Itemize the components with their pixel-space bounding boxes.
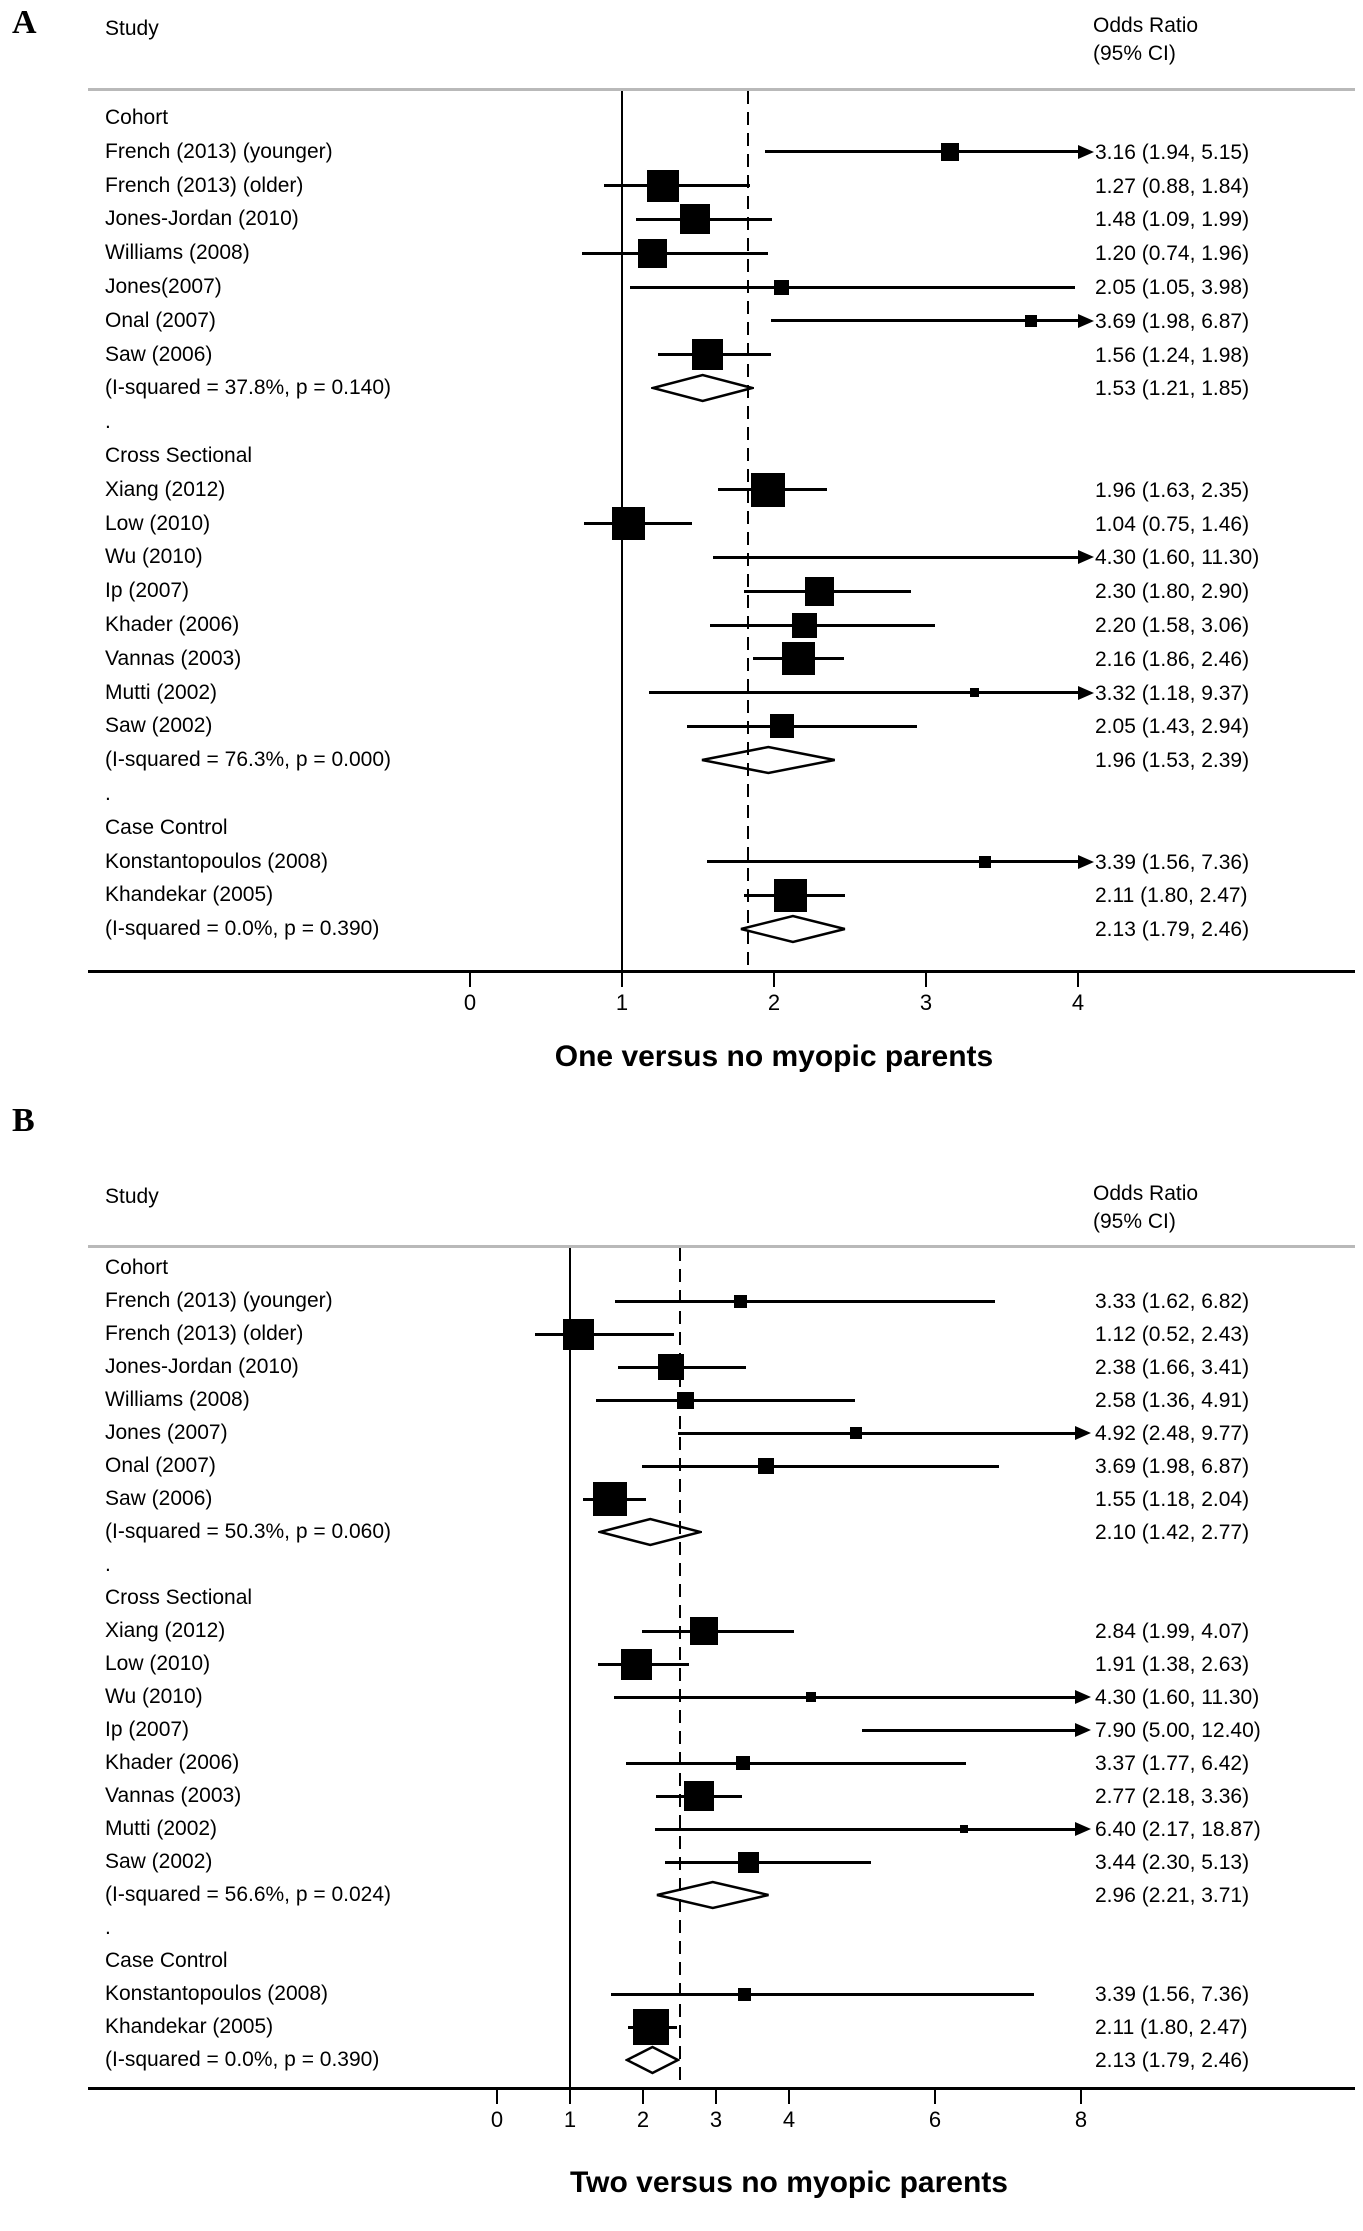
axis-tick-label: 6: [928, 2107, 942, 2132]
or-ci-text: 4.30 (1.60, 11.30): [1095, 546, 1260, 570]
study-label: Khandekar (2005): [105, 2015, 274, 2038]
study-label: Ip (2007): [105, 579, 190, 603]
or-ci-text: 1.20 (0.74, 1.96): [1095, 242, 1250, 266]
study-label: Ip (2007): [105, 1718, 190, 1741]
pooled-line: [747, 91, 749, 970]
ci-line: [615, 1300, 995, 1303]
point-estimate-box: [736, 1756, 750, 1770]
summary-diamond: [700, 745, 837, 775]
study-label: Saw (2002): [105, 714, 213, 738]
point-estimate-box: [805, 577, 834, 606]
study-label: Mutti (2002): [105, 680, 218, 704]
summary-diamond: [651, 373, 754, 403]
panel-letter: B: [12, 1102, 35, 1139]
summary-diamond: [739, 914, 847, 944]
summary-label: (I-squared = 37.8%, p = 0.140): [105, 376, 392, 400]
summary-label: (I-squared = 0.0%, p = 0.390): [105, 917, 380, 941]
spacer-dot: .: [105, 1553, 111, 1576]
or-ci-text: 3.39 (1.56, 7.36): [1095, 850, 1250, 874]
axis-tick: [621, 973, 623, 987]
or-ci-text: 2.13 (1.79, 2.46): [1095, 2049, 1250, 2072]
ci-line: [765, 150, 1078, 153]
or-ci-text: 3.37 (1.77, 6.42): [1095, 1752, 1250, 1775]
study-label: Saw (2006): [105, 342, 213, 366]
study-label: Khader (2006): [105, 613, 240, 636]
or-column-header: [1093, 12, 1198, 69]
or-ci-text: 1.27 (0.88, 1.84): [1095, 174, 1250, 198]
study-label: Vannas (2003): [105, 646, 242, 670]
point-estimate-box: [658, 1354, 684, 1380]
or-ci-text: 2.30 (1.80, 2.90): [1095, 580, 1250, 604]
or-ci-text: 6.40 (2.17, 18.87): [1095, 1818, 1261, 1841]
ci-line: [596, 1399, 855, 1402]
point-estimate-box: [850, 1427, 862, 1439]
point-estimate-box: [612, 507, 645, 540]
point-estimate-box: [563, 1319, 594, 1350]
study-label: Saw (2006): [105, 1487, 213, 1510]
summary-label: (I-squared = 56.6%, p = 0.024): [105, 1883, 392, 1906]
or-ci-text: 3.16 (1.94, 5.15): [1095, 140, 1250, 164]
ci-line: [655, 1828, 1075, 1831]
axis-tick-label: 4: [1071, 990, 1085, 1015]
point-estimate-box: [633, 2009, 669, 2045]
spacer-dot: .: [105, 410, 111, 434]
point-estimate-box: [751, 473, 785, 507]
or-header-line1: Odds Ratio: [1093, 14, 1199, 37]
or-ci-text: 2.11 (1.80, 2.47): [1095, 884, 1248, 908]
summary-label: (I-squared = 50.3%, p = 0.060): [105, 1520, 392, 1543]
study-label: Williams (2008): [105, 1388, 250, 1411]
study-label: Konstantopoulos (2008): [105, 849, 328, 873]
forest-panel-a: [0, 0, 1363, 1090]
or-ci-text: 7.90 (5.00, 12.40): [1095, 1719, 1261, 1742]
point-estimate-box: [1025, 315, 1037, 327]
group-label: Cohort: [105, 106, 169, 129]
axis-tick-label: 3: [919, 990, 933, 1015]
ci-clip-arrow: [1075, 1426, 1091, 1440]
axis-tick-label: 3: [709, 2107, 723, 2132]
top-rule: [88, 1245, 1355, 1248]
group-label: Cross Sectional: [105, 1586, 253, 1609]
or-ci-text: 1.91 (1.38, 2.63): [1095, 1653, 1250, 1676]
or-ci-text: 2.38 (1.66, 3.41): [1095, 1356, 1250, 1379]
ci-clip-arrow: [1078, 550, 1094, 564]
ci-line: [687, 725, 917, 728]
axis-tick: [1080, 2090, 1082, 2104]
or-ci-text: 1.55 (1.18, 2.04): [1095, 1488, 1250, 1511]
or-ci-text: 2.58 (1.36, 4.91): [1095, 1389, 1250, 1412]
summary-label: (I-squared = 76.3%, p = 0.000): [105, 748, 392, 772]
study-label: Saw (2002): [105, 1850, 213, 1873]
group-label: Case Control: [105, 815, 228, 839]
study-label: Low (2010): [105, 511, 211, 535]
point-estimate-box: [734, 1295, 747, 1308]
study-label: Khader (2006): [105, 1751, 240, 1774]
or-ci-text: 4.92 (2.48, 9.77): [1095, 1422, 1250, 1445]
or-ci-text: 1.56 (1.24, 1.98): [1095, 343, 1250, 367]
ci-line: [626, 1762, 965, 1765]
point-estimate-box: [758, 1458, 774, 1474]
study-label: Khandekar (2005): [105, 883, 274, 907]
or-ci-text: 3.32 (1.18, 9.37): [1095, 681, 1250, 705]
study-column-header: Study: [105, 17, 159, 40]
axis-tick-label: 0: [490, 2107, 504, 2132]
point-estimate-box: [738, 1852, 759, 1873]
ci-line: [665, 1861, 872, 1864]
ci-clip-arrow: [1078, 145, 1094, 159]
study-label: French (2013) (older): [105, 173, 304, 197]
or-ci-text: 1.53 (1.21, 1.85): [1095, 377, 1250, 401]
point-estimate-box: [621, 1649, 652, 1680]
ci-line: [707, 860, 1078, 863]
point-estimate-box: [690, 1617, 718, 1645]
or-ci-text: 3.33 (1.62, 6.82): [1095, 1290, 1250, 1313]
or-ci-text: 1.96 (1.63, 2.35): [1095, 478, 1250, 502]
or-ci-text: 2.11 (1.80, 2.47): [1095, 2016, 1248, 2039]
point-estimate-box: [770, 714, 794, 738]
axis-tick-label: 8: [1074, 2107, 1088, 2132]
x-axis: [88, 970, 1355, 973]
ci-line: [649, 691, 1078, 694]
or-ci-text: 3.39 (1.56, 7.36): [1095, 1983, 1250, 2006]
study-column-header: Study: [105, 1185, 159, 1208]
ci-clip-arrow: [1075, 1723, 1091, 1737]
or-header-line1: Odds Ratio: [1093, 1182, 1199, 1205]
ci-line: [630, 286, 1075, 289]
axis-tick: [925, 973, 927, 987]
point-estimate-box: [774, 879, 807, 912]
panel-letter: A: [12, 4, 37, 41]
ci-clip-arrow: [1078, 314, 1094, 328]
ci-clip-arrow: [1078, 855, 1094, 869]
study-label: Vannas (2003): [105, 1784, 242, 1807]
study-label: Mutti (2002): [105, 1817, 218, 1840]
axis-tick-label: 1: [615, 990, 629, 1015]
x-axis-title: Two versus no myopic parents: [570, 2166, 1008, 2199]
axis-tick: [773, 973, 775, 987]
group-label: Case Control: [105, 1949, 228, 1972]
axis-tick-label: 0: [463, 990, 477, 1015]
or-ci-text: 2.16 (1.86, 2.46): [1095, 647, 1250, 671]
axis-tick: [934, 2090, 936, 2104]
or-column-header: [1093, 1180, 1198, 1237]
ci-line: [642, 1465, 999, 1468]
axis-tick: [1077, 973, 1079, 987]
point-estimate-box: [792, 613, 817, 638]
point-estimate-box: [684, 1781, 714, 1811]
ci-line: [611, 1993, 1034, 1996]
top-rule: [88, 88, 1355, 91]
or-header-line2: (95% CI): [1093, 1210, 1176, 1234]
point-estimate-box: [774, 280, 789, 295]
point-estimate-box: [738, 1988, 751, 2001]
or-ci-text: 2.05 (1.43, 2.94): [1095, 715, 1250, 739]
point-estimate-box: [806, 1692, 816, 1702]
study-label: French (2013) (younger): [105, 139, 333, 163]
ci-line: [862, 1729, 1075, 1732]
point-estimate-box: [677, 1392, 694, 1409]
or-ci-text: 3.69 (1.98, 6.87): [1095, 309, 1250, 333]
study-label: Konstantopoulos (2008): [105, 1982, 328, 2005]
forest-panel-b: [0, 1090, 1363, 2231]
or-ci-text: 1.04 (0.75, 1.46): [1095, 512, 1250, 536]
ci-line: [535, 1333, 674, 1336]
ci-line: [713, 556, 1078, 559]
study-label: Jones(2007): [105, 275, 222, 298]
ci-line: [614, 1696, 1075, 1699]
point-estimate-box: [941, 143, 959, 161]
group-label: Cross Sectional: [105, 444, 253, 467]
study-label: Onal (2007): [105, 1454, 216, 1477]
point-estimate-box: [960, 1825, 968, 1833]
point-estimate-box: [638, 239, 667, 268]
or-header-line2: (95% CI): [1093, 42, 1176, 66]
axis-tick: [496, 2090, 498, 2104]
ci-line: [582, 252, 767, 255]
summary-diamond: [655, 1880, 771, 1910]
spacer-dot: .: [105, 1916, 111, 1939]
or-ci-text: 2.13 (1.79, 2.46): [1095, 918, 1250, 942]
summary-diamond: [598, 1517, 703, 1547]
point-estimate-box: [782, 642, 815, 675]
ci-line: [678, 1432, 1075, 1435]
ci-clip-arrow: [1078, 686, 1094, 700]
axis-tick-label: 2: [767, 990, 781, 1015]
or-ci-text: 2.10 (1.42, 2.77): [1095, 1521, 1250, 1544]
ci-clip-arrow: [1075, 1822, 1091, 1836]
x-axis-title: One versus no myopic parents: [554, 1040, 994, 1073]
point-estimate-box: [979, 856, 991, 868]
or-ci-text: 4.30 (1.60, 11.30): [1095, 1686, 1260, 1709]
summary-diamond: [625, 2045, 680, 2075]
study-label: French (2013) (older): [105, 1322, 304, 1345]
axis-tick-label: 2: [636, 2107, 650, 2132]
study-label: Wu (2010): [105, 1685, 203, 1708]
null-line: [569, 1248, 571, 2087]
study-label: Jones (2007): [105, 1421, 228, 1444]
axis-tick: [788, 2090, 790, 2104]
x-axis: [88, 2087, 1355, 2090]
study-label: Williams (2008): [105, 241, 250, 265]
study-label: Xiang (2012): [105, 1619, 226, 1642]
group-label: Cohort: [105, 1256, 169, 1279]
or-ci-text: 1.12 (0.52, 2.43): [1095, 1323, 1250, 1346]
or-ci-text: 2.84 (1.99, 4.07): [1095, 1620, 1250, 1643]
axis-tick: [642, 2090, 644, 2104]
axis-tick: [469, 973, 471, 987]
point-estimate-box: [680, 204, 710, 234]
summary-label: (I-squared = 0.0%, p = 0.390): [105, 2048, 380, 2071]
spacer-dot: .: [105, 782, 111, 805]
point-estimate-box: [692, 339, 723, 370]
point-estimate-box: [593, 1482, 627, 1516]
or-ci-text: 2.20 (1.58, 3.06): [1095, 614, 1250, 637]
ci-line: [710, 624, 935, 627]
ci-clip-arrow: [1075, 1690, 1091, 1704]
study-label: Low (2010): [105, 1652, 211, 1675]
or-ci-text: 2.05 (1.05, 3.98): [1095, 276, 1250, 299]
study-label: French (2013) (younger): [105, 1289, 333, 1312]
study-label: Jones-Jordan (2010): [105, 207, 299, 231]
study-label: Jones-Jordan (2010): [105, 1355, 299, 1378]
study-label: Xiang (2012): [105, 477, 226, 501]
axis-tick-label: 4: [782, 2107, 796, 2132]
point-estimate-box: [647, 170, 679, 202]
or-ci-text: 2.77 (2.18, 3.36): [1095, 1785, 1250, 1808]
or-ci-text: 3.44 (2.30, 5.13): [1095, 1851, 1250, 1874]
axis-tick-label: 1: [563, 2107, 577, 2132]
study-label: Wu (2010): [105, 545, 203, 569]
axis-tick: [569, 2090, 571, 2104]
or-ci-text: 3.69 (1.98, 6.87): [1095, 1455, 1250, 1478]
or-ci-text: 1.48 (1.09, 1.99): [1095, 208, 1250, 232]
axis-tick: [715, 2090, 717, 2104]
point-estimate-box: [970, 688, 979, 697]
or-ci-text: 1.96 (1.53, 2.39): [1095, 749, 1250, 773]
or-ci-text: 2.96 (2.21, 3.71): [1095, 1884, 1250, 1907]
study-label: Onal (2007): [105, 308, 216, 332]
